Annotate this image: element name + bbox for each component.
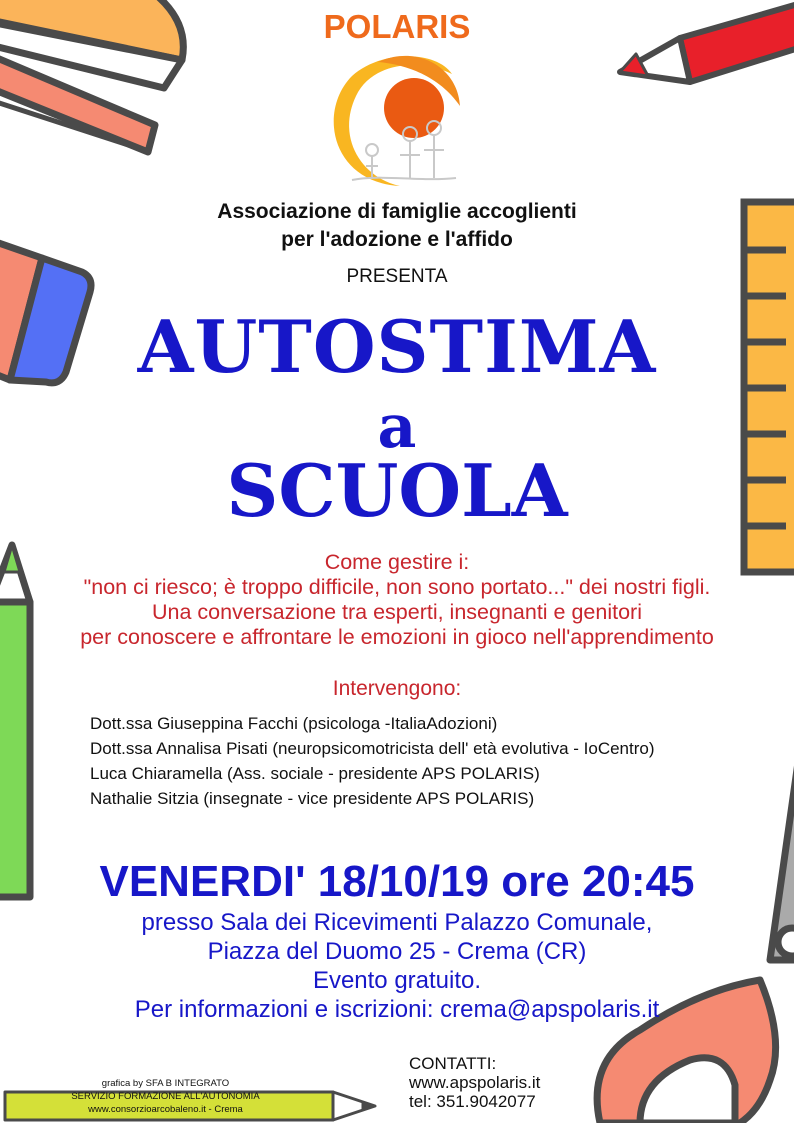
event-description [0,550,794,650]
contacts-label: CONTATTI: [409,1054,497,1073]
graphic-credit [58,1077,273,1116]
association-line-1: Associazione di famiglie accoglienti [217,200,577,223]
free-event-note: Evento gratuito. [312,967,482,994]
speaker-item: Dott.ssa Annalisa Pisati (neuropsicomotricista dell' età evolutiva - IoCentro) [90,739,655,758]
contacts-block [409,1054,540,1111]
speaker-item: Dott.ssa Giuseppina Facchi (psicologa -ItaliaAdozioni) [90,714,498,733]
presents-label: PRESENTA [346,266,448,287]
event-date-time: VENERDI' 18/10/19 ore 20:45 [99,857,695,906]
speaker-item: Nathalie Sitzia (insegnate - vice presidente APS POLARIS) [90,789,535,808]
polaris-logo-icon [334,56,460,186]
speakers-list [90,711,655,811]
association-description [0,198,794,254]
venue-line-2: Piazza del Duomo 25 - Crema (CR) [207,938,587,965]
event-venue [0,908,794,1024]
credit-line-1: grafica by SFA B INTEGRATO [101,1078,230,1089]
venue-line-1: presso Sala dei Ricevimenti Palazzo Comunale, [141,909,653,936]
description-line-1: Come gestire i: [324,550,470,574]
info-email-line: Per informazioni e iscrizioni: crema@apspolaris.it [134,996,660,1023]
title-line-2: a [377,392,417,462]
title-line-1: AUTOSTIMA [137,304,657,389]
credit-line-3: www.consorzioarcobaleno.it - Crema [88,1104,243,1115]
brand-name: POLARIS [323,8,471,45]
contacts-phone: tel: 351.9042077 [409,1092,536,1111]
title-line-3: SCUOLA [226,448,568,533]
credit-line-2: SERVIZIO FORMAZIONE ALL'AUTONOMIA [71,1091,260,1102]
description-line-4: per conoscere e affrontare le emozioni in gioco nell'apprendimento [80,625,714,649]
association-line-2: per l'adozione e l'affido [281,228,513,251]
speakers-label: Intervengono: [332,677,462,700]
description-line-2: "non ci riesco; è troppo difficile, non sono portato..." dei nostri figli. [83,575,711,599]
description-line-3: Una conversazione tra esperti, insegnanti e genitori [151,600,642,624]
contacts-website: www.apspolaris.it [409,1073,541,1092]
speaker-item: Luca Chiaramella (Ass. sociale - presidente APS POLARIS) [90,764,540,783]
